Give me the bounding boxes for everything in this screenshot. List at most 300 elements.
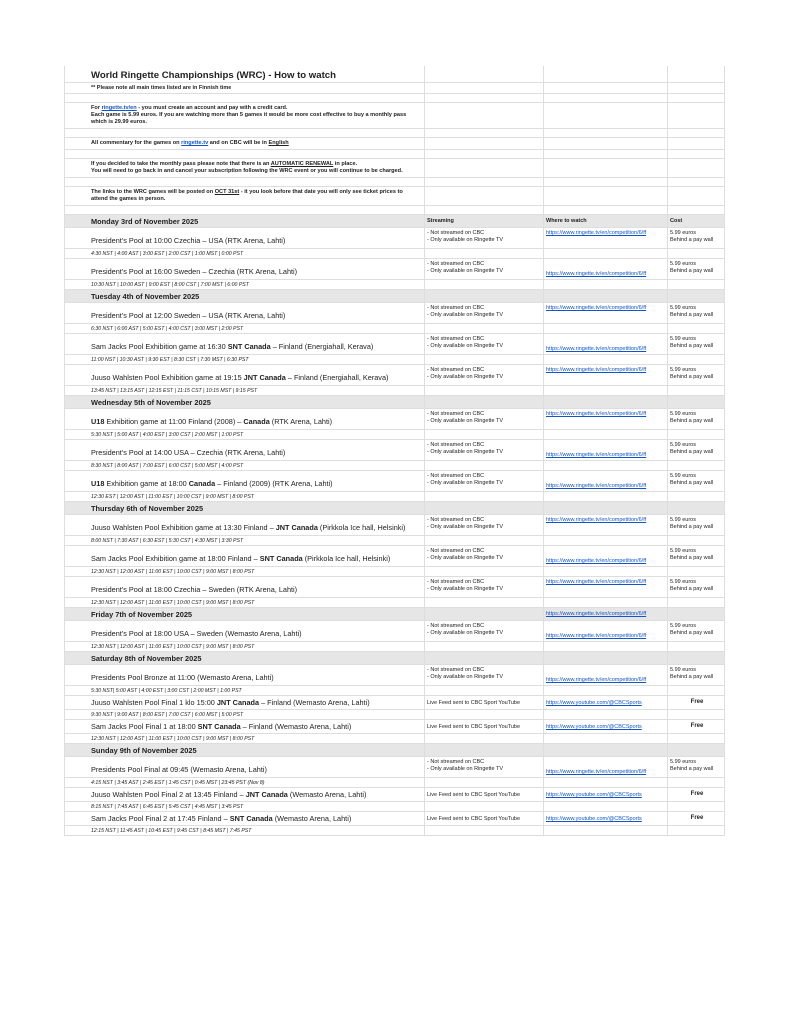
- game-row: [64, 440, 725, 461]
- time-zones-row: [64, 536, 725, 546]
- game-text: Exhibition game at 18:00: [104, 479, 189, 488]
- renewal-note-row: [64, 159, 725, 178]
- game-row: [64, 665, 725, 686]
- game-text: – Finland (Energiahall, Kerava): [270, 342, 374, 351]
- streaming-info: [425, 546, 544, 566]
- streaming-info: [425, 621, 544, 641]
- time-zones: 12:30 NST | 12:00 AST | 11:00 EST | 10:00 CST | 9:00 MST | 8:00 PST: [64, 642, 425, 651]
- game-text: Presidents Pool Final at 09:45 (Wemasto Arena, Lahti): [91, 765, 267, 774]
- cost-line: Behind a pay wall: [670, 629, 714, 636]
- game-title: [64, 757, 425, 777]
- day-label: Monday 3rd of November 2025: [64, 215, 425, 227]
- day-header-row: [64, 290, 725, 303]
- streaming-line: Live Feed sent to CBC Sport YouTube: [427, 792, 521, 798]
- time-zones-row: [64, 826, 725, 836]
- game-text: Juuso Wahlsten Pool Exhibition game at 13:30 Finland –: [91, 523, 276, 532]
- finnish-time-row: [64, 83, 725, 94]
- game-text: (Wemasto Arena, Lahti): [272, 814, 352, 823]
- game-title-text: [91, 765, 267, 774]
- streaming-info: [425, 720, 544, 733]
- streaming-line: - Not streamed on CBC: [427, 579, 485, 585]
- streaming-line: - Not streamed on CBC: [427, 305, 485, 311]
- streaming-info: [425, 440, 544, 460]
- game-title-text: [91, 448, 285, 457]
- cost-line: 5.99 euros: [670, 336, 696, 342]
- game-row: [64, 546, 725, 567]
- watch-link[interactable]: https://www.ringette.tv/en/competition/6/ff: [546, 230, 647, 236]
- cost-line: Behind a pay wall: [670, 267, 714, 274]
- game-title-text: [91, 629, 302, 638]
- commentary-note: All commentary for the games on ringette.tv and on CBC will be in English: [64, 138, 425, 149]
- game-title: [64, 621, 425, 641]
- cost-info: [668, 334, 725, 354]
- streaming-line: - Only available on Ringette TV: [427, 585, 504, 592]
- game-title: [64, 259, 425, 279]
- streaming-line: - Only available on Ringette TV: [427, 311, 504, 318]
- team-name: JNT Canada: [245, 790, 288, 799]
- streaming-info: [425, 365, 544, 385]
- streaming-column-header: [425, 744, 544, 756]
- cost-line: 5.99 euros: [670, 261, 696, 267]
- streaming-line: - Only available on Ringette TV: [427, 267, 504, 274]
- time-zones-row: [64, 734, 725, 744]
- watch-link[interactable]: https://www.youtube.com/@CBCSports: [546, 724, 642, 730]
- game-title-text: [91, 267, 297, 276]
- streaming-line: - Only available on Ringette TV: [427, 523, 504, 530]
- streaming-info: [425, 259, 544, 279]
- commentary-note-row: [64, 138, 725, 150]
- streaming-line: - Not streamed on CBC: [427, 230, 485, 236]
- game-title: [64, 409, 425, 429]
- cost-line: 5.99 euros: [670, 411, 696, 417]
- cost-info: [668, 228, 725, 248]
- game-text: President's Pool at 14:00 USA – Czechia (RTK Arena, Lahti): [91, 448, 286, 457]
- watch-link[interactable]: https://www.youtube.com/@CBCSports: [546, 700, 642, 706]
- cost-line: Free: [690, 723, 704, 729]
- cost-line: 5.99 euros: [670, 548, 696, 554]
- streaming-line: - Not streamed on CBC: [427, 336, 485, 342]
- time-zones: 12:30 NST | 12:00 AST | 11:00 EST | 10:00 CST | 9:00 MST | 8:00 PST: [64, 567, 425, 576]
- streaming-line: - Only available on Ringette TV: [427, 448, 504, 455]
- game-title: [64, 365, 425, 385]
- day-label: Tuesday 4th of November 2025: [64, 290, 425, 302]
- time-zones: 13:45 NST | 13:15 AST | 12:15 EST | 11:15 CST | 10:15 MST | 9:15 PST: [64, 386, 425, 395]
- watch-link[interactable]: https://www.ringette.tv/en/competition/6/ff: [546, 517, 647, 523]
- cost-line: 5.99 euros: [670, 473, 696, 479]
- where-column-header: Where to watch: [544, 215, 668, 227]
- cost-line: 5.99 euros: [670, 442, 696, 448]
- time-zones-row: [64, 355, 725, 365]
- payment-note: For ringette.tv/en - you must create an account and pay with a credit card. Each game is 5.99 euros. If you are watching more than 5 games it would be more cost effective to buy a monthly pass which is 29.99 euros.: [64, 103, 425, 128]
- cost-line: Behind a pay wall: [670, 673, 714, 680]
- streaming-info: [425, 788, 544, 801]
- game-row: [64, 228, 725, 249]
- streaming-line: - Not streamed on CBC: [427, 411, 485, 417]
- game-row: [64, 365, 725, 386]
- game-title-text: [91, 814, 351, 823]
- streaming-info: [425, 303, 544, 323]
- team-name: SNT Canada: [197, 722, 241, 731]
- day-label: Wednesday 5th of November 2025: [64, 396, 425, 408]
- where-to-watch: [544, 409, 668, 429]
- day-header-row: [64, 744, 725, 757]
- finnish-time-note: ** Please note all main times listed are in Finnish time: [64, 83, 425, 93]
- time-zones-row: [64, 324, 725, 334]
- cost-info: [668, 665, 725, 685]
- streaming-line: Live Feed sent to CBC Sport YouTube: [427, 724, 521, 730]
- where-to-watch: [544, 259, 668, 279]
- cost-info: [668, 788, 725, 801]
- cost-column-header: [668, 396, 725, 408]
- cost-column-header: [668, 744, 725, 756]
- time-zones-row: [64, 249, 725, 259]
- where-to-watch: [544, 788, 668, 801]
- category-label: U18: [91, 479, 105, 488]
- team-name: SNT Canada: [259, 554, 303, 563]
- cost-line: Behind a pay wall: [670, 311, 714, 318]
- game-row: [64, 577, 725, 598]
- streaming-line: - Not streamed on CBC: [427, 667, 485, 673]
- cost-column-header: [668, 290, 725, 302]
- cost-info: [668, 515, 725, 535]
- streaming-line: - Not streamed on CBC: [427, 261, 485, 267]
- game-title: [64, 577, 425, 597]
- cost-info: [668, 440, 725, 460]
- game-title-text: [91, 673, 274, 682]
- time-zones: 12:30 NST | 12:00 AST | 11:00 EST | 10:00 CST | 9:00 MST | 8:00 PST: [64, 598, 425, 607]
- team-name: JNT Canada: [243, 373, 286, 382]
- time-zones: 12:30 EST | 12:00 AST | 11:00 EST | 10:00 CST | 9:00 MST | 8:00 PST: [64, 492, 425, 501]
- where-column-header: [544, 396, 668, 408]
- watch-link[interactable]: https://www.ringette.tv/en/competition/6/ff: [546, 579, 647, 585]
- where-column-header: [544, 502, 668, 514]
- where-to-watch: [544, 621, 668, 641]
- game-title-text: [91, 236, 285, 245]
- streaming-info: [425, 577, 544, 597]
- schedule-table: [64, 215, 725, 836]
- game-text: Juuso Wahlsten Pool Final 2 at 13:45 Finland –: [91, 790, 246, 799]
- game-text: Sam Jacks Pool Exhibition game at 16:30: [91, 342, 228, 351]
- game-text: President's Pool at 18:00 USA – Sweden (Wemasto Arena, Lahti): [91, 629, 302, 638]
- game-row: [64, 757, 725, 778]
- watch-link[interactable]: https://www.youtube.com/@CBCSports: [546, 792, 642, 798]
- game-text: (Pirkkola Ice hall, Helsinki): [317, 523, 406, 532]
- watch-link[interactable]: https://www.ringette.tv/en/competition/6/ff: [546, 271, 647, 277]
- game-title: [64, 228, 425, 248]
- cost-info: [668, 471, 725, 491]
- game-title-text: [91, 554, 390, 563]
- game-row: [64, 409, 725, 430]
- where-to-watch: [544, 365, 668, 385]
- game-text: (Wemasto Arena, Lahti): [287, 790, 367, 799]
- watch-link[interactable]: https://www.ringette.tv/en/competition/6/ff: [546, 411, 647, 417]
- game-text: Juuso Wahlsten Pool Final 1 klo 15:00: [91, 698, 217, 707]
- where-to-watch: [544, 812, 668, 825]
- team-name: SNT Canada: [229, 814, 273, 823]
- page-title: World Ringette Championships (WRC) - How to watch: [64, 66, 425, 82]
- title-row: [64, 66, 725, 83]
- game-text: – Finland (Wemasto Arena, Lahti): [259, 698, 370, 707]
- where-to-watch: [544, 665, 668, 685]
- game-title-text: [91, 722, 351, 731]
- game-row: [64, 788, 725, 802]
- time-zones: 8:15 NST | 7:45 AST | 6:45 EST | 5:45 CST | 4:45 MST | 3:45 PST: [64, 802, 425, 811]
- streaming-line: - Only available on Ringette TV: [427, 236, 504, 243]
- time-zones-row: [64, 710, 725, 720]
- game-title-text: [91, 790, 366, 799]
- links-note: The links to the WRC games will be posted on OCT 31st - it you look before that date you will only see ticket prices to attend the games in person.: [64, 187, 425, 205]
- streaming-line: - Not streamed on CBC: [427, 517, 485, 523]
- cost-column-header: [668, 502, 725, 514]
- game-row: [64, 812, 725, 826]
- watch-link[interactable]: https://www.ringette.tv/en/competition/6/ff: [546, 452, 647, 458]
- cost-line: Behind a pay wall: [670, 554, 714, 561]
- streaming-line: - Only available on Ringette TV: [427, 479, 504, 486]
- where-column-header: [544, 652, 668, 664]
- cost-line: Behind a pay wall: [670, 479, 714, 486]
- day-label: Friday 7th of November 2025: [64, 608, 425, 620]
- game-title: [64, 546, 425, 566]
- game-text: – Finland (Wemasto Arena, Lahti): [240, 722, 352, 731]
- game-row: [64, 259, 725, 280]
- streaming-info: [425, 334, 544, 354]
- game-title: [64, 440, 425, 460]
- day-header-row: [64, 396, 725, 409]
- cost-line: Free: [690, 815, 704, 821]
- links-note-row: [64, 187, 725, 206]
- game-row: [64, 720, 725, 734]
- cost-line: 5.99 euros: [670, 667, 696, 673]
- where-to-watch: [544, 303, 668, 323]
- time-zones: 9:30 NST | 9:00 AST | 8:00 EST | 7:00 CST | 6:00 MST | 5:00 PST: [64, 710, 425, 719]
- streaming-info: [425, 228, 544, 248]
- watch-link[interactable]: https://www.ringette.tv/en/competition/6/ff: [546, 677, 647, 683]
- streaming-info: [425, 812, 544, 825]
- time-zones-row: [64, 598, 725, 608]
- cost-line: 5.99 euros: [670, 517, 696, 523]
- cost-line: 5.99 euros: [670, 230, 696, 236]
- team-name: JNT Canada: [216, 698, 260, 707]
- time-zones-row: [64, 280, 725, 290]
- where-to-watch: [544, 757, 668, 777]
- time-zones-row: [64, 802, 725, 812]
- cost-line: Free: [690, 699, 704, 705]
- cost-line: Behind a pay wall: [670, 342, 714, 349]
- streaming-line: - Not streamed on CBC: [427, 548, 485, 554]
- time-zones-row: [64, 461, 725, 471]
- time-zones: 4:15 NST | 3:45 AST | 2:45 EST | 1:45 CST | 0:45 MST | 23:45 PST (Nov 8): [64, 778, 425, 787]
- time-zones-row: [64, 430, 725, 440]
- streaming-line: - Only available on Ringette TV: [427, 417, 504, 424]
- game-row: [64, 303, 725, 324]
- cost-info: [668, 259, 725, 279]
- streaming-line: - Not streamed on CBC: [427, 367, 485, 373]
- streaming-line: - Not streamed on CBC: [427, 623, 485, 629]
- streaming-column-header: [425, 652, 544, 664]
- game-text: President's Pool at 16:00 Sweden – Czechia (RTK Arena, Lahti): [91, 267, 298, 276]
- watch-link[interactable]: https://www.ringette.tv/en/competition/6/ff: [546, 305, 647, 311]
- game-title-text: [91, 698, 370, 707]
- day-header-row: [64, 608, 725, 621]
- game-title: [64, 515, 425, 535]
- time-zones: 11:00 NST | 10:30 AST | 9:30 EST | 8:30 CST | 7:30 MST | 6:30 PST: [64, 355, 425, 364]
- game-title-text: [91, 311, 285, 320]
- time-zones-row: [64, 567, 725, 577]
- where-to-watch: [544, 577, 668, 597]
- spreadsheet: [64, 66, 725, 836]
- game-row: [64, 471, 725, 492]
- game-title: [64, 334, 425, 354]
- cost-line: Behind a pay wall: [670, 373, 714, 380]
- game-row: [64, 621, 725, 642]
- streaming-line: - Not streamed on CBC: [427, 759, 485, 765]
- game-title: [64, 812, 425, 825]
- game-text: (Pirkkola Ice hall, Helsinki): [302, 554, 391, 563]
- where-to-watch: [544, 696, 668, 709]
- where-to-watch: [544, 546, 668, 566]
- time-zones: 5:30 NST | 5:00 AST | 4:00 EST | 3:00 CST | 2:00 MST | 1:00 PST: [64, 430, 425, 439]
- where-to-watch: [544, 228, 668, 248]
- day-header-row: [64, 652, 725, 665]
- watch-link[interactable]: https://www.ringette.tv/en/competition/6/ff: [546, 611, 647, 617]
- game-title: [64, 303, 425, 323]
- game-title: [64, 720, 425, 733]
- cost-line: Free: [690, 791, 704, 797]
- where-column-header: [544, 290, 668, 302]
- game-text: Juuso Wahlsten Pool Exhibition game at 19:15: [91, 373, 244, 382]
- watch-link[interactable]: https://www.ringette.tv/en/competition/6/ff: [546, 769, 647, 775]
- where-to-watch: [544, 440, 668, 460]
- cost-line: 5.99 euros: [670, 623, 696, 629]
- cost-info: [668, 546, 725, 566]
- where-to-watch: [544, 720, 668, 733]
- cost-line: Behind a pay wall: [670, 448, 714, 455]
- game-text: Sam Jacks Pool Final 1 at 18:00: [91, 722, 198, 731]
- time-zones-row: [64, 642, 725, 652]
- cost-info: [668, 409, 725, 429]
- streaming-line: - Only available on Ringette TV: [427, 373, 504, 380]
- streaming-info: [425, 409, 544, 429]
- where-column-header: [544, 744, 668, 756]
- cost-info: [668, 365, 725, 385]
- cost-info: [668, 812, 725, 825]
- streaming-info: [425, 515, 544, 535]
- game-text: (RTK Arena, Lahti): [269, 417, 333, 426]
- game-title: [64, 696, 425, 709]
- game-text: Sam Jacks Pool Exhibition game at 18:00 Finland –: [91, 554, 260, 563]
- watch-link[interactable]: https://www.youtube.com/@CBCSports: [546, 816, 642, 822]
- cost-line: Behind a pay wall: [670, 765, 714, 772]
- renewal-note: If you decided to take the monthly pass please note that there is an AUTOMATIC RENEWAL in place. You will need to go back in and cancel your subscription following the WRC event or you will continue to be charged.: [64, 159, 425, 177]
- day-label: Thursday 6th of November 2025: [64, 502, 425, 514]
- time-zones: 6:30 NST | 6:00 AST | 5:00 EST | 4:00 CST | 3:00 MST | 2:00 PST: [64, 324, 425, 333]
- streaming-line: - Not streamed on CBC: [427, 442, 485, 448]
- cost-info: [668, 577, 725, 597]
- time-zones: 12:15 NST | 11:45 AST | 10:45 EST | 9:45 CST | 8:45 MST | 7:45 PST: [64, 826, 425, 835]
- streaming-line: - Only available on Ringette TV: [427, 342, 504, 349]
- watch-link[interactable]: https://www.ringette.tv/en/competition/6/ff: [546, 483, 647, 489]
- streaming-info: [425, 471, 544, 491]
- team-name: SNT Canada: [227, 342, 271, 351]
- game-text: Exhibition game at 11:00 Finland (2008) –: [104, 417, 244, 426]
- category-label: U18: [91, 417, 105, 426]
- team-name: Canada: [243, 417, 270, 426]
- game-text: President's Pool at 10:00 Czechia – USA (RTK Arena, Lahti): [91, 236, 286, 245]
- game-text: – Finland (Energiahall, Kerava): [285, 373, 389, 382]
- day-header-row: [64, 215, 725, 228]
- ringette-tv-en-link[interactable]: ringette.tv/en: [101, 105, 137, 111]
- streaming-column-header: Streaming: [425, 215, 544, 227]
- game-text: Presidents Pool Bronze at 11:00 (Wemasto Arena, Lahti): [91, 673, 274, 682]
- game-text: President's Pool at 12:00 Sweden – USA (RTK Arena, Lahti): [91, 311, 286, 320]
- time-zones: 8:00 NST | 7:30 AST | 6:30 EST | 5:30 CST | 4:30 MST | 3:30 PST: [64, 536, 425, 545]
- streaming-info: [425, 757, 544, 777]
- time-zones: 12:30 NST | 12:00 AST | 11:00 EST | 10:00 CST | 9:00 MST | 8:00 PST: [64, 734, 425, 743]
- game-text: President's Pool at 18:00 Czechia – Sweden (RTK Arena, Lahti): [91, 585, 298, 594]
- time-zones: 4:30 NST | 4:00 AST | 3:00 EST | 2:00 CST | 1:00 MST | 0:00 PST: [64, 249, 425, 258]
- streaming-column-header: [425, 396, 544, 408]
- game-row: [64, 515, 725, 536]
- game-title-text: [91, 479, 333, 488]
- game-title-text: [91, 417, 332, 426]
- day-header-row: [64, 502, 725, 515]
- time-zones-row: [64, 778, 725, 788]
- day-label: Sunday 9th of November 2025: [64, 744, 425, 756]
- game-row: [64, 696, 725, 710]
- time-zones-row: [64, 492, 725, 502]
- game-title-text: [91, 342, 373, 351]
- time-zones: 8:30 NST | 8:00 AST | 7:00 EST | 6:00 CST | 5:00 MST | 4:00 PST: [64, 461, 425, 470]
- streaming-column-header: [425, 608, 544, 620]
- watch-link[interactable]: https://www.ringette.tv/en/competition/6/ff: [546, 367, 647, 373]
- time-zones-row: [64, 386, 725, 396]
- cost-line: Behind a pay wall: [670, 523, 714, 530]
- cost-line: 5.99 euros: [670, 367, 696, 373]
- streaming-line: Live Feed sent to CBC Sport YouTube: [427, 816, 521, 822]
- day-label: Saturday 8th of November 2025: [64, 652, 425, 664]
- streaming-line: - Only available on Ringette TV: [427, 554, 504, 561]
- cost-info: [668, 621, 725, 641]
- ringette-tv-link[interactable]: ringette.tv: [181, 140, 209, 146]
- streaming-column-header: [425, 502, 544, 514]
- cost-info: [668, 303, 725, 323]
- where-column-header: [544, 608, 668, 620]
- streaming-line: - Only available on Ringette TV: [427, 765, 504, 772]
- time-zones-row: [64, 686, 725, 696]
- streaming-line: Live Feed sent to CBC Sport YouTube: [427, 700, 521, 706]
- cost-line: 5.99 euros: [670, 579, 696, 585]
- where-to-watch: [544, 515, 668, 535]
- payment-note-row: [64, 103, 725, 129]
- time-zones: 10:30 NST | 10:00 AST | 9:00 EST | 8:00 CST | 7:00 MST | 6:00 PST: [64, 280, 425, 289]
- streaming-line: - Not streamed on CBC: [427, 473, 485, 479]
- team-name: Canada: [188, 479, 216, 488]
- game-title-text: [91, 373, 388, 382]
- streaming-info: [425, 665, 544, 685]
- watch-link[interactable]: https://www.ringette.tv/en/competition/6/ff: [546, 633, 647, 639]
- cost-column-header: Cost: [668, 215, 725, 227]
- streaming-column-header: [425, 290, 544, 302]
- watch-link[interactable]: https://www.ringette.tv/en/competition/6/ff: [546, 346, 647, 352]
- watch-link[interactable]: https://www.ringette.tv/en/competition/6/ff: [546, 558, 647, 564]
- game-row: [64, 334, 725, 355]
- game-title-text: [91, 585, 297, 594]
- where-to-watch: [544, 334, 668, 354]
- game-title: [64, 471, 425, 491]
- streaming-info: [425, 696, 544, 709]
- where-to-watch: [544, 471, 668, 491]
- cost-line: Behind a pay wall: [670, 585, 714, 592]
